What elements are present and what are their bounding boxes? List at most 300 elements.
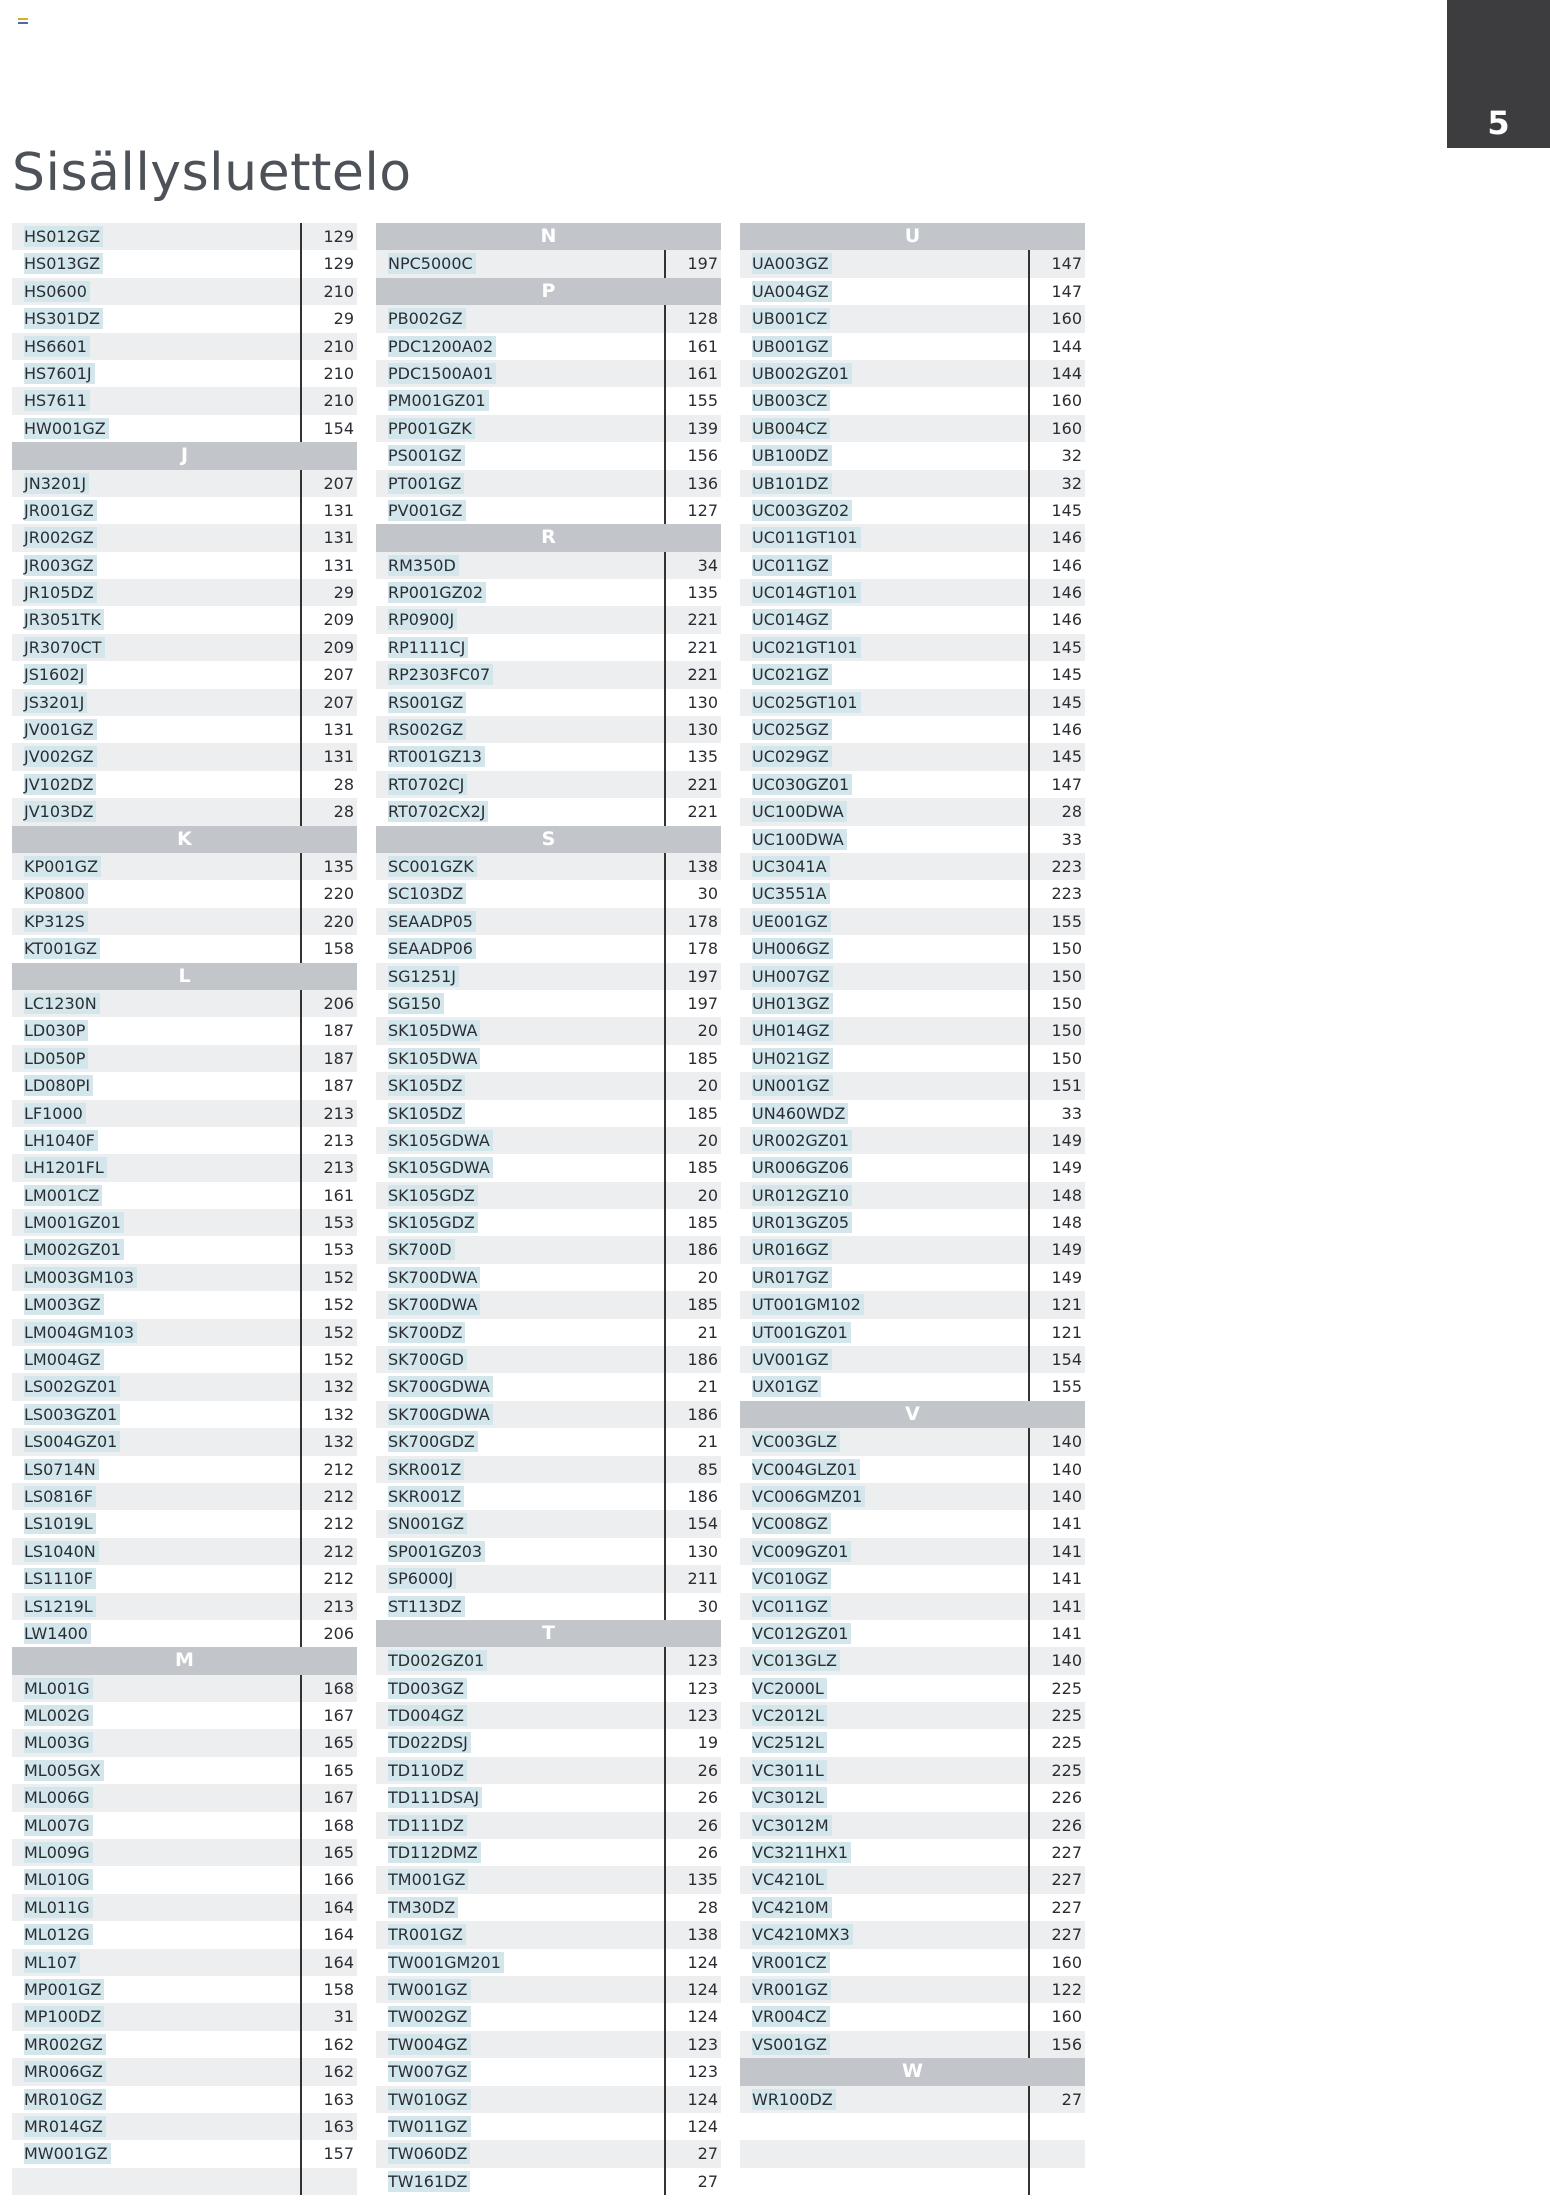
product-code[interactable]: UR017GZ: [752, 1267, 832, 1288]
product-code[interactable]: SEAADP05: [388, 911, 476, 932]
product-code[interactable]: UC025GZ: [752, 719, 832, 740]
product-code[interactable]: KP001GZ: [24, 856, 101, 877]
product-code[interactable]: SKR001Z: [388, 1486, 464, 1507]
product-code[interactable]: UB003CZ: [752, 390, 830, 411]
product-code[interactable]: LM003GM103: [24, 1267, 137, 1288]
index-entry: [376, 579, 721, 606]
product-code[interactable]: VC010GZ: [752, 1568, 831, 1589]
product-code[interactable]: ML107: [24, 1952, 80, 1973]
product-code[interactable]: RP2303FC07: [388, 664, 493, 685]
product-code[interactable]: VC004GLZ01: [752, 1459, 860, 1480]
product-code[interactable]: TD111DSAJ: [388, 1787, 482, 1808]
section-header: [12, 963, 357, 990]
product-code-cell: [740, 1373, 1030, 1400]
product-code[interactable]: UC3041A: [752, 856, 830, 877]
index-entry: [376, 1045, 721, 1072]
index-column-3: [740, 223, 1085, 2195]
product-code[interactable]: TM30DZ: [388, 1897, 458, 1918]
product-code[interactable]: SK700DWA: [388, 1267, 480, 1288]
product-code[interactable]: KT001GZ: [24, 938, 100, 959]
product-code[interactable]: JR001GZ: [24, 500, 97, 521]
product-code[interactable]: UR016GZ: [752, 1239, 832, 1260]
product-code[interactable]: VC003GLZ: [752, 1431, 840, 1452]
product-code[interactable]: SK105GDWA: [388, 1130, 493, 1151]
index-entry: [376, 1839, 721, 1866]
product-code[interactable]: LS0816F: [24, 1486, 96, 1507]
product-code-cell: [12, 661, 302, 688]
product-code[interactable]: TW161DZ: [388, 2171, 470, 2192]
product-code[interactable]: TD004GZ: [388, 1705, 467, 1726]
product-code[interactable]: NPC5000C: [388, 253, 476, 274]
section-header: [12, 442, 357, 469]
index-entry: [376, 1127, 721, 1154]
product-code[interactable]: SK700DZ: [388, 1322, 465, 1343]
index-entry: [12, 853, 357, 880]
index-entry: [376, 661, 721, 688]
page-reference: 152: [323, 1295, 354, 1315]
index-entry: [740, 1949, 1085, 1976]
index-entry: [376, 2031, 721, 2058]
product-code[interactable]: UC025GT101: [752, 692, 861, 713]
product-code[interactable]: UC014GT101: [752, 582, 861, 603]
product-code[interactable]: LM001GZ01: [24, 1212, 124, 1233]
product-code[interactable]: TM001GZ: [388, 1869, 468, 1890]
product-code[interactable]: TW060DZ: [388, 2143, 470, 2164]
product-code-cell: [12, 1154, 302, 1181]
product-code[interactable]: SK105GDZ: [388, 1212, 478, 1233]
product-code[interactable]: JN3201J: [24, 473, 89, 494]
index-entry: [376, 634, 721, 661]
product-code[interactable]: UR012GZ10: [752, 1185, 852, 1206]
product-code[interactable]: LW1400: [24, 1623, 91, 1644]
product-code-cell: [376, 2086, 666, 2113]
product-code-cell: [376, 1593, 666, 1620]
product-code[interactable]: LS1019L: [24, 1513, 96, 1534]
page-reference: 153: [323, 1240, 354, 1260]
index-entry: [12, 579, 357, 606]
index-entry: [376, 716, 721, 743]
product-code[interactable]: TR001GZ: [388, 1924, 466, 1945]
product-code[interactable]: SN001GZ: [388, 1513, 467, 1534]
product-code[interactable]: PDC1500A01: [388, 363, 496, 384]
page-reference: 168: [323, 1815, 354, 1835]
product-code[interactable]: JR3051TK: [24, 609, 104, 630]
product-code-cell: [12, 1784, 302, 1811]
product-code[interactable]: UC021GZ: [752, 664, 832, 685]
product-code[interactable]: SC001GZK: [388, 856, 477, 877]
product-code[interactable]: TD111DZ: [388, 1815, 467, 1836]
product-code-cell: [376, 1264, 666, 1291]
product-code[interactable]: VC3012M: [752, 1815, 832, 1836]
product-code[interactable]: SG150: [388, 993, 444, 1014]
product-code[interactable]: TW004GZ: [388, 2034, 471, 2055]
product-code[interactable]: MW001GZ: [24, 2143, 111, 2164]
product-code[interactable]: JR002GZ: [24, 527, 97, 548]
product-code[interactable]: VC4210MX3: [752, 1924, 853, 1945]
product-code[interactable]: MR014GZ: [24, 2116, 106, 2137]
product-code-cell: [12, 1894, 302, 1921]
product-code[interactable]: LD030P: [24, 1020, 88, 1041]
product-code[interactable]: VC2012L: [752, 1705, 827, 1726]
product-code[interactable]: ML010G: [24, 1869, 93, 1890]
product-code-cell: [740, 1921, 1030, 1948]
index-entry: [376, 1647, 721, 1674]
product-code[interactable]: WR100DZ: [752, 2089, 836, 2110]
page-reference: 227: [1051, 1843, 1082, 1863]
product-code[interactable]: UV001GZ: [752, 1349, 832, 1370]
product-code[interactable]: LM001CZ: [24, 1185, 102, 1206]
product-code[interactable]: MR006GZ: [24, 2061, 106, 2082]
product-code[interactable]: JV103DZ: [24, 801, 96, 822]
page-reference: 138: [666, 853, 721, 880]
product-code[interactable]: UH007GZ: [752, 966, 833, 987]
product-code[interactable]: TD003GZ: [388, 1678, 467, 1699]
product-code[interactable]: MR010GZ: [24, 2089, 106, 2110]
product-code[interactable]: PP001GZK: [388, 418, 475, 439]
product-code[interactable]: VC012GZ01: [752, 1623, 851, 1644]
product-code[interactable]: ML011G: [24, 1897, 93, 1918]
product-code[interactable]: MP001GZ: [24, 1979, 104, 2000]
product-code[interactable]: RT0702CJ: [388, 774, 467, 795]
product-code[interactable]: UA004GZ: [752, 281, 832, 302]
product-code[interactable]: ML007G: [24, 1815, 93, 1836]
product-code[interactable]: SKR001Z: [388, 1459, 464, 1480]
product-code[interactable]: SK105DWA: [388, 1020, 480, 1041]
index-entry: [376, 1949, 721, 1976]
product-code[interactable]: LM004GM103: [24, 1322, 137, 1343]
product-code[interactable]: TD110DZ: [388, 1760, 467, 1781]
product-code[interactable]: HS7611: [24, 390, 90, 411]
product-code[interactable]: KP0800: [24, 883, 88, 904]
product-code[interactable]: ML002G: [24, 1705, 93, 1726]
product-code[interactable]: RP001GZ02: [388, 582, 486, 603]
product-code[interactable]: TW011GZ: [388, 2116, 471, 2137]
product-code[interactable]: VC006GMZ01: [752, 1486, 865, 1507]
product-code[interactable]: LH1201FL: [24, 1157, 107, 1178]
index-entry: [376, 552, 721, 579]
product-code-cell: [12, 634, 302, 661]
product-code[interactable]: UR002GZ01: [752, 1130, 852, 1151]
product-code[interactable]: UB001GZ: [752, 336, 832, 357]
product-code[interactable]: UN001GZ: [752, 1075, 833, 1096]
product-code[interactable]: RS002GZ: [388, 719, 466, 740]
product-code[interactable]: UC011GZ: [752, 555, 832, 576]
product-code[interactable]: RP1111CJ: [388, 637, 468, 658]
page-reference: 161: [687, 336, 718, 356]
product-code[interactable]: UA003GZ: [752, 253, 832, 274]
product-code[interactable]: JR3070CT: [24, 637, 105, 658]
product-code[interactable]: PT001GZ: [388, 473, 464, 494]
section-letter: J: [180, 444, 189, 467]
product-code[interactable]: SP001GZ03: [388, 1541, 485, 1562]
product-code[interactable]: HS012GZ: [24, 226, 103, 247]
product-code[interactable]: LS002GZ01: [24, 1376, 120, 1397]
product-code-cell: [740, 305, 1030, 332]
index-entry: [12, 250, 357, 277]
product-code[interactable]: SK105DWA: [388, 1048, 480, 1069]
index-entry: [740, 661, 1085, 688]
index-entry: [12, 1866, 357, 1893]
product-code[interactable]: UC011GT101: [752, 527, 861, 548]
product-code[interactable]: LM002GZ01: [24, 1239, 124, 1260]
product-code[interactable]: HW001GZ: [24, 418, 109, 439]
product-code[interactable]: UE001GZ: [752, 911, 831, 932]
index-entry: [12, 223, 357, 250]
product-code[interactable]: VS001GZ: [752, 2034, 830, 2055]
index-entry: [740, 1373, 1085, 1400]
product-code[interactable]: UX01GZ: [752, 1376, 821, 1397]
product-code[interactable]: ST113DZ: [388, 1596, 465, 1617]
product-code[interactable]: ML001G: [24, 1678, 93, 1699]
product-code[interactable]: VC011GZ: [752, 1596, 831, 1617]
product-code[interactable]: TW001GZ: [388, 1979, 471, 2000]
product-code-cell: [12, 579, 302, 606]
product-code-cell: [12, 743, 302, 770]
page-reference: 29: [333, 309, 354, 329]
product-code[interactable]: VC3211HX1: [752, 1842, 851, 1863]
product-code[interactable]: TW007GZ: [388, 2061, 471, 2082]
product-code-cell: [376, 1921, 666, 1948]
product-code[interactable]: SK105GDZ: [388, 1185, 478, 1206]
page-reference: 156: [687, 446, 718, 466]
page-reference: 149: [1030, 1236, 1085, 1263]
product-code[interactable]: UH013GZ: [752, 993, 833, 1014]
product-code-cell: [376, 1236, 666, 1263]
page-reference: 164: [302, 1949, 357, 1976]
product-code[interactable]: SC103DZ: [388, 883, 466, 904]
product-code[interactable]: LF1000: [24, 1103, 86, 1124]
product-code[interactable]: VC009GZ01: [752, 1541, 851, 1562]
product-code[interactable]: TW001GM201: [388, 1952, 504, 1973]
product-code[interactable]: VC3011L: [752, 1760, 827, 1781]
product-code[interactable]: UR006GZ06: [752, 1157, 852, 1178]
index-entry: [740, 689, 1085, 716]
product-code[interactable]: VC013GLZ: [752, 1650, 840, 1671]
product-code[interactable]: UC014GZ: [752, 609, 832, 630]
product-code[interactable]: TD022DSJ: [388, 1732, 471, 1753]
product-code[interactable]: UB001CZ: [752, 308, 830, 329]
index-entry: [740, 1456, 1085, 1483]
product-code[interactable]: MP100DZ: [24, 2006, 104, 2027]
index-entry: [376, 2058, 721, 2085]
section-letter: K: [177, 827, 192, 850]
product-code[interactable]: UH006GZ: [752, 938, 833, 959]
product-code[interactable]: RM350D: [388, 555, 459, 576]
page-reference: 123: [666, 2031, 721, 2058]
product-code[interactable]: UB002GZ01: [752, 363, 852, 384]
product-code[interactable]: SK700DWA: [388, 1294, 480, 1315]
product-code[interactable]: ML006G: [24, 1787, 93, 1808]
page-reference: 212: [323, 1569, 354, 1589]
product-code[interactable]: VR004CZ: [752, 2006, 830, 2027]
product-code[interactable]: HS7601J: [24, 363, 95, 384]
product-code[interactable]: RS001GZ: [388, 692, 466, 713]
product-code[interactable]: HS6601: [24, 336, 90, 357]
product-code[interactable]: PS001GZ: [388, 445, 465, 466]
product-code[interactable]: HS013GZ: [24, 253, 103, 274]
page-reference: 19: [697, 1733, 718, 1753]
index-entry: [376, 743, 721, 770]
product-code[interactable]: LH1040F: [24, 1130, 98, 1151]
product-code[interactable]: VC2512L: [752, 1732, 827, 1753]
index-entry: [376, 1702, 721, 1729]
product-code[interactable]: SP6000J: [388, 1568, 456, 1589]
product-code[interactable]: LM003GZ: [24, 1294, 104, 1315]
product-code[interactable]: PDC1200A02: [388, 336, 496, 357]
product-code[interactable]: SK105GDWA: [388, 1157, 493, 1178]
product-code[interactable]: PB002GZ: [388, 308, 466, 329]
page-reference: 155: [687, 391, 718, 411]
product-code[interactable]: UC3551A: [752, 883, 830, 904]
product-code-cell: [376, 1812, 666, 1839]
product-code[interactable]: JV102DZ: [24, 774, 96, 795]
product-code-cell: [376, 1154, 666, 1181]
product-code[interactable]: UC029GZ: [752, 746, 832, 767]
index-entry: [376, 1154, 721, 1181]
product-code[interactable]: VC2000L: [752, 1678, 827, 1699]
product-code[interactable]: JS3201J: [24, 692, 87, 713]
product-code[interactable]: VC4210L: [752, 1869, 827, 1890]
product-code[interactable]: HS0600: [24, 281, 90, 302]
product-code[interactable]: VR001CZ: [752, 1952, 830, 1973]
page-reference: 33: [1061, 1103, 1082, 1123]
product-code[interactable]: RP0900J: [388, 609, 457, 630]
product-code[interactable]: UT001GZ01: [752, 1322, 851, 1343]
product-code-cell: [12, 415, 302, 442]
product-code[interactable]: SK700D: [388, 1239, 455, 1260]
product-code[interactable]: UB100DZ: [752, 445, 832, 466]
product-code-cell: [12, 2140, 302, 2167]
product-code[interactable]: TD112DMZ: [388, 1842, 481, 1863]
product-code-cell: [376, 1675, 666, 1702]
product-code[interactable]: JR003GZ: [24, 555, 97, 576]
product-code[interactable]: LS004GZ01: [24, 1431, 120, 1452]
product-code[interactable]: RT0702CX2J: [388, 801, 488, 822]
product-code[interactable]: PV001GZ: [388, 500, 466, 521]
product-code[interactable]: VC4210M: [752, 1897, 832, 1918]
page-reference: 160: [1051, 1952, 1082, 1972]
index-entry: [12, 1209, 357, 1236]
product-code[interactable]: UB004CZ: [752, 418, 830, 439]
product-code-cell: [12, 606, 302, 633]
index-entry: [12, 1675, 357, 1702]
product-code[interactable]: KP312S: [24, 911, 88, 932]
index-entry: [376, 360, 721, 387]
product-code[interactable]: SK105DZ: [388, 1103, 465, 1124]
index-entry: [376, 1894, 721, 1921]
product-code[interactable]: LS1040N: [24, 1541, 99, 1562]
product-code[interactable]: VR001GZ: [752, 1979, 831, 2000]
product-code-cell: [740, 1346, 1030, 1373]
page-reference: 123: [687, 2062, 718, 2082]
product-code[interactable]: LD080PI: [24, 1075, 93, 1096]
product-code[interactable]: ML005GX: [24, 1760, 104, 1781]
product-code[interactable]: ML012G: [24, 1924, 93, 1945]
page-reference: 130: [687, 1541, 718, 1561]
product-code[interactable]: PM001GZ01: [388, 390, 489, 411]
product-code[interactable]: SK700GDWA: [388, 1404, 493, 1425]
product-code-cell: [376, 1483, 666, 1510]
product-code-cell: [376, 2113, 666, 2140]
product-code[interactable]: LC1230N: [24, 993, 100, 1014]
product-code[interactable]: JR105DZ: [24, 582, 97, 603]
product-code[interactable]: SEAADP06: [388, 938, 476, 959]
product-code[interactable]: UH021GZ: [752, 1048, 833, 1069]
product-code[interactable]: UC021GT101: [752, 637, 861, 658]
product-code-cell: [376, 1702, 666, 1729]
index-entry: [12, 524, 357, 551]
product-code[interactable]: UR013GZ05: [752, 1212, 852, 1233]
product-code[interactable]: HS301DZ: [24, 308, 103, 329]
product-code[interactable]: SK700GDWA: [388, 1376, 493, 1397]
product-code-cell: [12, 798, 302, 825]
product-code[interactable]: TW002GZ: [388, 2006, 471, 2027]
product-code[interactable]: LS003GZ01: [24, 1404, 120, 1425]
product-code[interactable]: LS1110F: [24, 1568, 96, 1589]
product-code[interactable]: JV001GZ: [24, 719, 97, 740]
product-code[interactable]: SK105DZ: [388, 1075, 465, 1096]
product-code[interactable]: SK700GD: [388, 1349, 467, 1370]
page-reference: 156: [1030, 2031, 1085, 2058]
product-code[interactable]: SK700GDZ: [388, 1431, 478, 1452]
page-reference: 210: [302, 278, 357, 305]
page-reference: 226: [1030, 1812, 1085, 1839]
product-code[interactable]: VC3012L: [752, 1787, 827, 1808]
product-code[interactable]: MR002GZ: [24, 2034, 106, 2055]
index-entry: [740, 1565, 1085, 1592]
product-code-cell: [740, 853, 1030, 880]
product-code[interactable]: UC030GZ01: [752, 774, 852, 795]
product-code[interactable]: TD002GZ01: [388, 1650, 487, 1671]
product-code[interactable]: UC100DWA: [752, 829, 847, 850]
page-reference: 144: [1030, 360, 1085, 387]
product-code[interactable]: SG1251J: [388, 966, 459, 987]
index-entry: [740, 1538, 1085, 1565]
product-code[interactable]: ML003G: [24, 1732, 93, 1753]
product-code[interactable]: ML009G: [24, 1842, 93, 1863]
index-entry: [376, 1401, 721, 1428]
product-code[interactable]: LS0714N: [24, 1459, 99, 1480]
index-entry: [12, 1100, 357, 1127]
product-code[interactable]: UH014GZ: [752, 1020, 833, 1041]
product-code-cell: [12, 1456, 302, 1483]
product-code[interactable]: UC003GZ02: [752, 500, 852, 521]
product-code[interactable]: RT001GZ13: [388, 746, 485, 767]
index-entry: [12, 1620, 357, 1647]
page-reference: 127: [687, 500, 718, 520]
index-entry: [376, 1565, 721, 1592]
index-entry: [740, 387, 1085, 414]
index-entry: [376, 1072, 721, 1099]
product-code[interactable]: UC100DWA: [752, 801, 847, 822]
product-code[interactable]: LM004GZ: [24, 1349, 104, 1370]
index-entry: [740, 716, 1085, 743]
product-code[interactable]: UB101DZ: [752, 473, 832, 494]
product-code-cell: [12, 1976, 302, 2003]
page-number-tab: [1447, 0, 1550, 148]
product-code[interactable]: VC008GZ: [752, 1513, 831, 1534]
page-reference: 187: [302, 1045, 357, 1072]
section-letter: P: [541, 279, 556, 302]
product-code[interactable]: UT001GM102: [752, 1294, 864, 1315]
product-code[interactable]: JS1602J: [24, 664, 87, 685]
product-code[interactable]: TW010GZ: [388, 2089, 471, 2110]
index-entry: [740, 1182, 1085, 1209]
product-code[interactable]: UN460WDZ: [752, 1103, 848, 1124]
product-code[interactable]: LD050P: [24, 1048, 88, 1069]
product-code[interactable]: LS1219L: [24, 1596, 96, 1617]
product-code[interactable]: JV002GZ: [24, 746, 97, 767]
